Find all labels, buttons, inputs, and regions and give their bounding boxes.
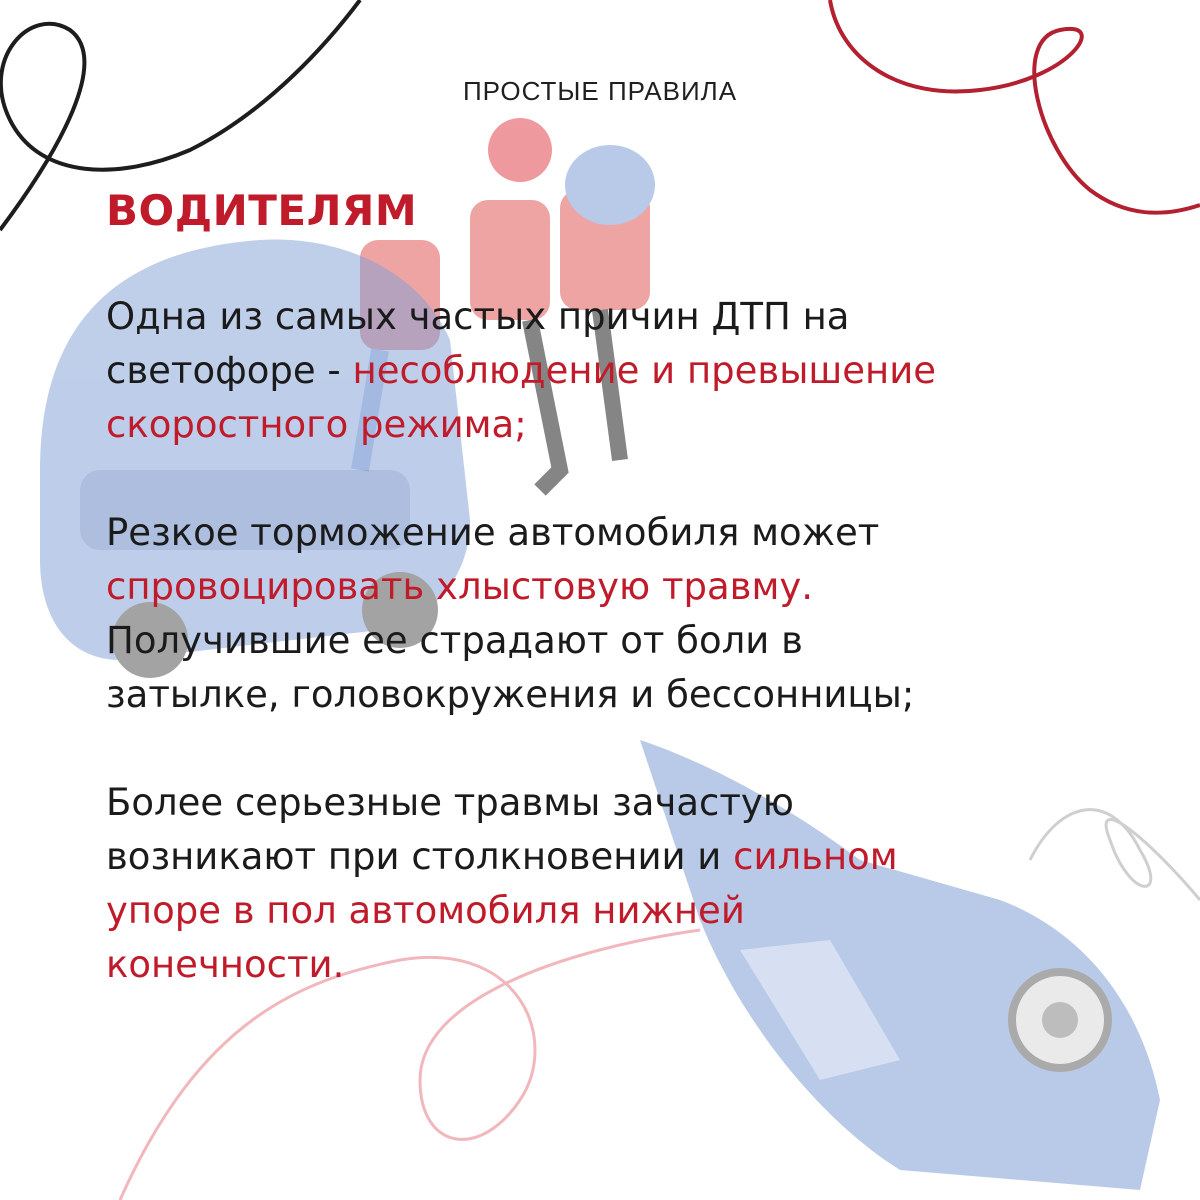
p2-line-4: затылке, головокружения и бессонницы;: [106, 673, 915, 716]
p2-line-2-highlight: спровоцировать хлыстовую травму.: [106, 565, 814, 608]
p1-line-2-highlight: несоблюдение и превышение: [352, 349, 937, 392]
p1-line-3-highlight: скоростного режима;: [106, 403, 527, 446]
p3-line-2: [106, 830, 1166, 884]
p2-line-3: Получившие ее страдают от боли в: [106, 619, 803, 662]
paragraph-2: [106, 506, 1166, 722]
p3-line-2-text: возникают при столкновении и: [106, 835, 734, 878]
p1-line-2: [106, 344, 1166, 398]
p3-line-4-highlight: конечности.: [106, 943, 345, 986]
paragraph-3: [106, 776, 1166, 992]
paragraph-1: [106, 290, 1166, 452]
page-title: ВОДИТЕЛЯМ: [106, 186, 418, 235]
section-kicker: ПРОСТЫЕ ПРАВИЛА: [462, 76, 738, 106]
p3-line-2-highlight: сильном: [733, 835, 898, 878]
p1-line-1: Одна из самых частых причин ДТП на: [106, 295, 850, 338]
content-body: [106, 290, 1166, 1046]
p3-line-1: Более серьезные травмы зачастую: [106, 781, 794, 824]
p3-line-3-highlight: упоре в пол автомобиля нижней: [106, 889, 745, 932]
p1-line-2-text: светофоре -: [106, 349, 353, 392]
p2-line-1: Резкое торможение автомобиля может: [106, 511, 880, 554]
